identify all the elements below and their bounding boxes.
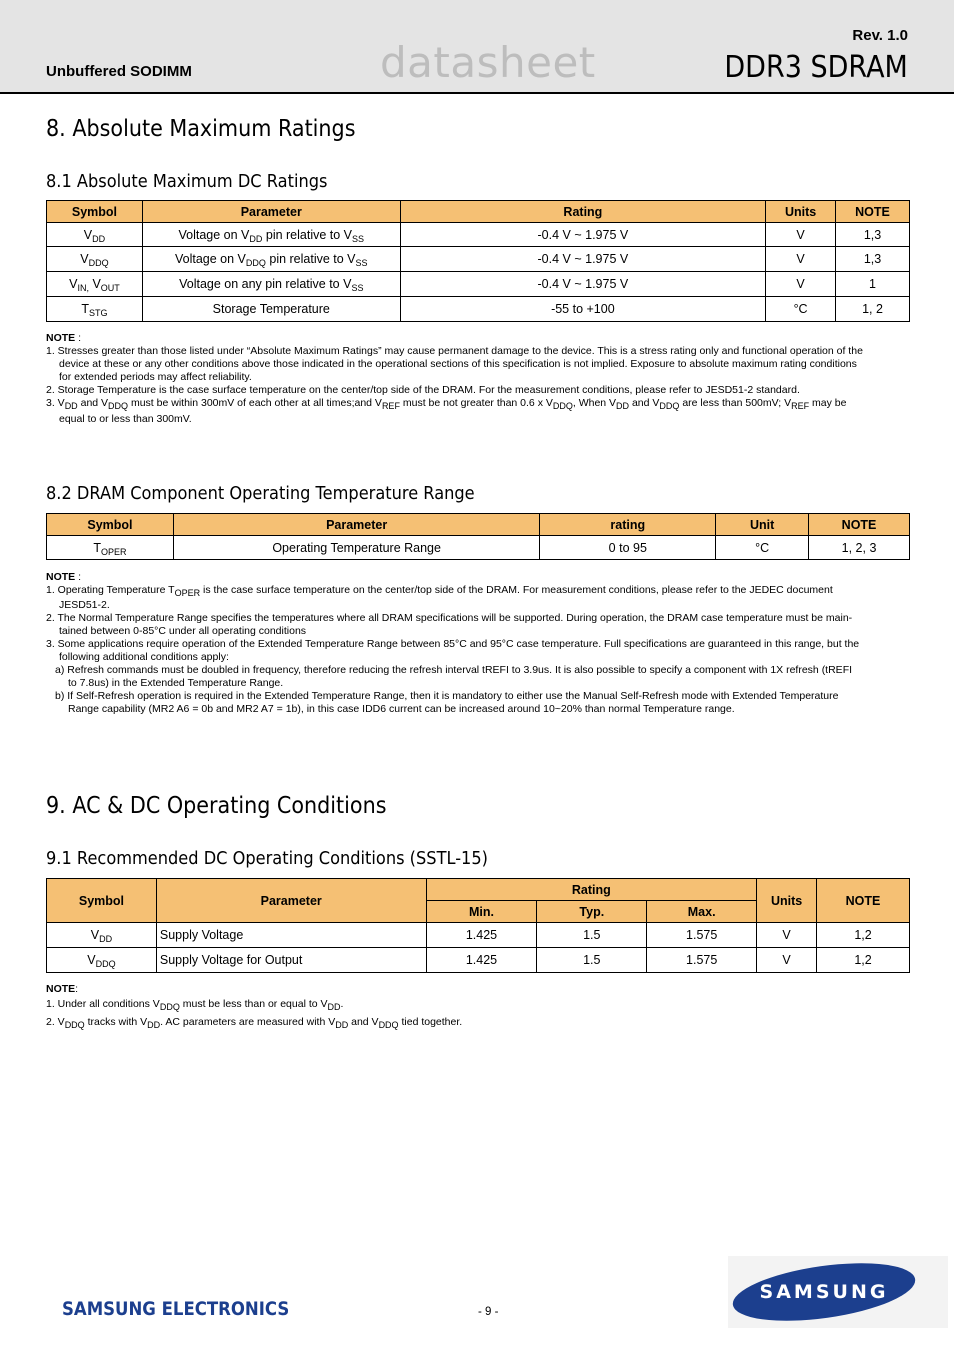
rating-cell: -55 to +100	[400, 297, 765, 322]
table-row	[47, 223, 910, 247]
section-8-1-title: 8.1 Absolute Maximum DC Ratings	[46, 171, 328, 192]
note-cell: 1,2	[817, 923, 910, 948]
notes-8-1: NOTE : 1. Stresses greater than those listed under “Absolute Maximum Ratings” may cause permanent damage to the device. This is a stress rating only and functional operation of the device at these or any other conditions above those indicated in the operational sections of this specification is not implied. Exposure to absolute maximum rating conditions for extended periods may affect reliability. 2. Storage Temperature is the case surface temperature on the center/top side of the DRAM. For the measurement conditions, please refer to JESD51-2 standard. 3. $V_{DD}$ and $V_{DDQ}$ must be within 300mV of each other at all times;and $V_{REF}$ must be not greater than 0.6 x $V_{DDQ}$, When $V_{DD}$ and $V_{DDQ}$ are less than 500mV; $V_{REF}$ may be equal to or less than 300mV.	[46, 332, 863, 425]
note-cell: 1, 2	[836, 297, 910, 322]
table-row	[47, 272, 910, 297]
parameter-cell: Supply Voltage	[156, 923, 426, 948]
absolute-max-dc-ratings-table	[46, 200, 910, 322]
parameter-cell: Operating Temperature Range	[173, 536, 540, 560]
table-row	[47, 536, 910, 560]
min-cell: 1.425	[426, 923, 537, 948]
col-header: Units	[766, 201, 836, 223]
parameter-cell: Storage Temperature	[142, 297, 400, 322]
symbol-cell: $V_{DDQ}$	[47, 247, 143, 272]
col-header: Max.	[647, 901, 757, 923]
col-header: Typ.	[537, 901, 647, 923]
dc-operating-conditions-table	[46, 878, 910, 973]
typ-cell: 1.5	[537, 948, 647, 973]
col-header: Units	[757, 879, 817, 923]
symbol-cell: $T_{STG}$	[47, 297, 143, 322]
unit-cell: °C	[716, 536, 809, 560]
table-row	[47, 923, 910, 948]
symbol-cell: $V_{DD}$	[47, 923, 157, 948]
col-header: rating	[540, 514, 716, 536]
table-row	[47, 297, 910, 322]
units-cell: V	[766, 272, 836, 297]
table-header-row	[47, 879, 910, 901]
footer-brand: SAMSUNG ELECTRONICS	[62, 1298, 290, 1320]
table-header-row	[47, 514, 910, 536]
table-row	[47, 948, 910, 973]
col-header: Symbol	[47, 879, 157, 923]
rating-cell: -0.4 V ~ 1.975 V	[400, 272, 765, 297]
col-header: Rating	[400, 201, 765, 223]
units-cell: V	[766, 247, 836, 272]
col-header: NOTE	[836, 201, 910, 223]
units-cell: V	[766, 223, 836, 247]
symbol-cell: $T_{OPER}$	[47, 536, 174, 560]
symbol-cell: $V_{IN,}$ $V_{OUT}$	[47, 272, 143, 297]
col-header: Rating	[426, 879, 757, 901]
notes-9-1: NOTE: 1. Under all conditions $V_{DDQ}$ must be less than or equal to $V_{DD}$. 2. $V_{DDQ}$ tracks with $V_{DD}$. AC parameters are measured with $V_{DD}$ and $V_{DDQ}$ tied together.	[46, 983, 463, 1030]
note-cell: 1, 2, 3	[809, 536, 910, 560]
max-cell: 1.575	[647, 948, 757, 973]
units-cell: V	[757, 923, 817, 948]
section-9-title: 9. AC & DC Operating Conditions	[46, 793, 387, 819]
parameter-cell: Voltage on $V_{DDQ}$ pin relative to $V_{SS}$	[142, 247, 400, 272]
col-header: NOTE	[817, 879, 910, 923]
units-cell: V	[757, 948, 817, 973]
col-header: Min.	[426, 901, 537, 923]
col-header: Parameter	[142, 201, 400, 223]
page-number: - 9 -	[478, 1306, 499, 1318]
rating-cell: -0.4 V ~ 1.975 V	[400, 247, 765, 272]
note-cell: 1,3	[836, 223, 910, 247]
section-9-1-title: 9.1 Recommended DC Operating Conditions (SSTL-15)	[46, 848, 488, 869]
note-cell: 1	[836, 272, 910, 297]
parameter-cell: Voltage on any pin relative to $V_{SS}$	[142, 272, 400, 297]
min-cell: 1.425	[426, 948, 537, 973]
col-header: Unit	[716, 514, 809, 536]
units-cell: °C	[766, 297, 836, 322]
section-8-title: 8. Absolute Maximum Ratings	[46, 116, 356, 142]
col-header: Symbol	[47, 514, 174, 536]
parameter-cell: Supply Voltage for Output	[156, 948, 426, 973]
product-name: DDR3 SDRAM	[724, 50, 908, 85]
operating-temperature-table	[46, 513, 910, 560]
table-row	[47, 247, 910, 272]
col-header: Symbol	[47, 201, 143, 223]
watermark: datasheet	[380, 38, 596, 87]
revision: Rev. 1.0	[852, 27, 908, 44]
module-type: Unbuffered SODIMM	[46, 63, 192, 80]
parameter-cell: Voltage on $V_{DD}$ pin relative to $V_{SS}$	[142, 223, 400, 247]
col-header: Parameter	[156, 879, 426, 923]
rating-cell: 0 to 95	[540, 536, 716, 560]
logo-text: SAMSUNG	[759, 1281, 889, 1303]
symbol-cell: $V_{DD}$	[47, 223, 143, 247]
section-8-2-title: 8.2 DRAM Component Operating Temperature Range	[46, 483, 475, 504]
col-header: NOTE	[809, 514, 910, 536]
page-header	[0, 0, 954, 94]
max-cell: 1.575	[647, 923, 757, 948]
symbol-cell: $V_{DDQ}$	[47, 948, 157, 973]
table-header-row	[47, 201, 910, 223]
notes-8-2: NOTE : 1. Operating Temperature $T_{OPER}$ is the case surface temperature on the center/top side of the DRAM. For measurement conditions, please refer to the JEDEC document JESD51-2. 2. The Normal Temperature Range specifies the temperatures where all DRAM specifications will be supported. During operation, the DRAM case temperature must be main- tained between 0-85°C under all operating conditions 3. Some applications require operation of the Extended Temperature Range between 85°C and 95°C case temperature. Full specifications are guaranteed in this range, but the following additional conditions apply: a) Refresh commands must be doubled in frequency, therefore reducing the refresh interval tREFI to 3.9us. It is also possible to specify a component with 1X refresh (tREFI to 7.8us) in the Extended Temperature Range. b) If Self-Refresh operation is required in the Extended Temperature Range, then it is mandatory to either use the Manual Self-Refresh mode with Extended Temperature Range capability (MR2 A6 = 0b and MR2 A7 = 1b), in this case IDD6 current can be increased around 10~20% than normal Temperature range.	[46, 571, 860, 715]
col-header: Parameter	[173, 514, 540, 536]
samsung-logo	[728, 1256, 948, 1328]
note-cell: 1,3	[836, 247, 910, 272]
note-cell: 1,2	[817, 948, 910, 973]
rating-cell: -0.4 V ~ 1.975 V	[400, 223, 765, 247]
typ-cell: 1.5	[537, 923, 647, 948]
